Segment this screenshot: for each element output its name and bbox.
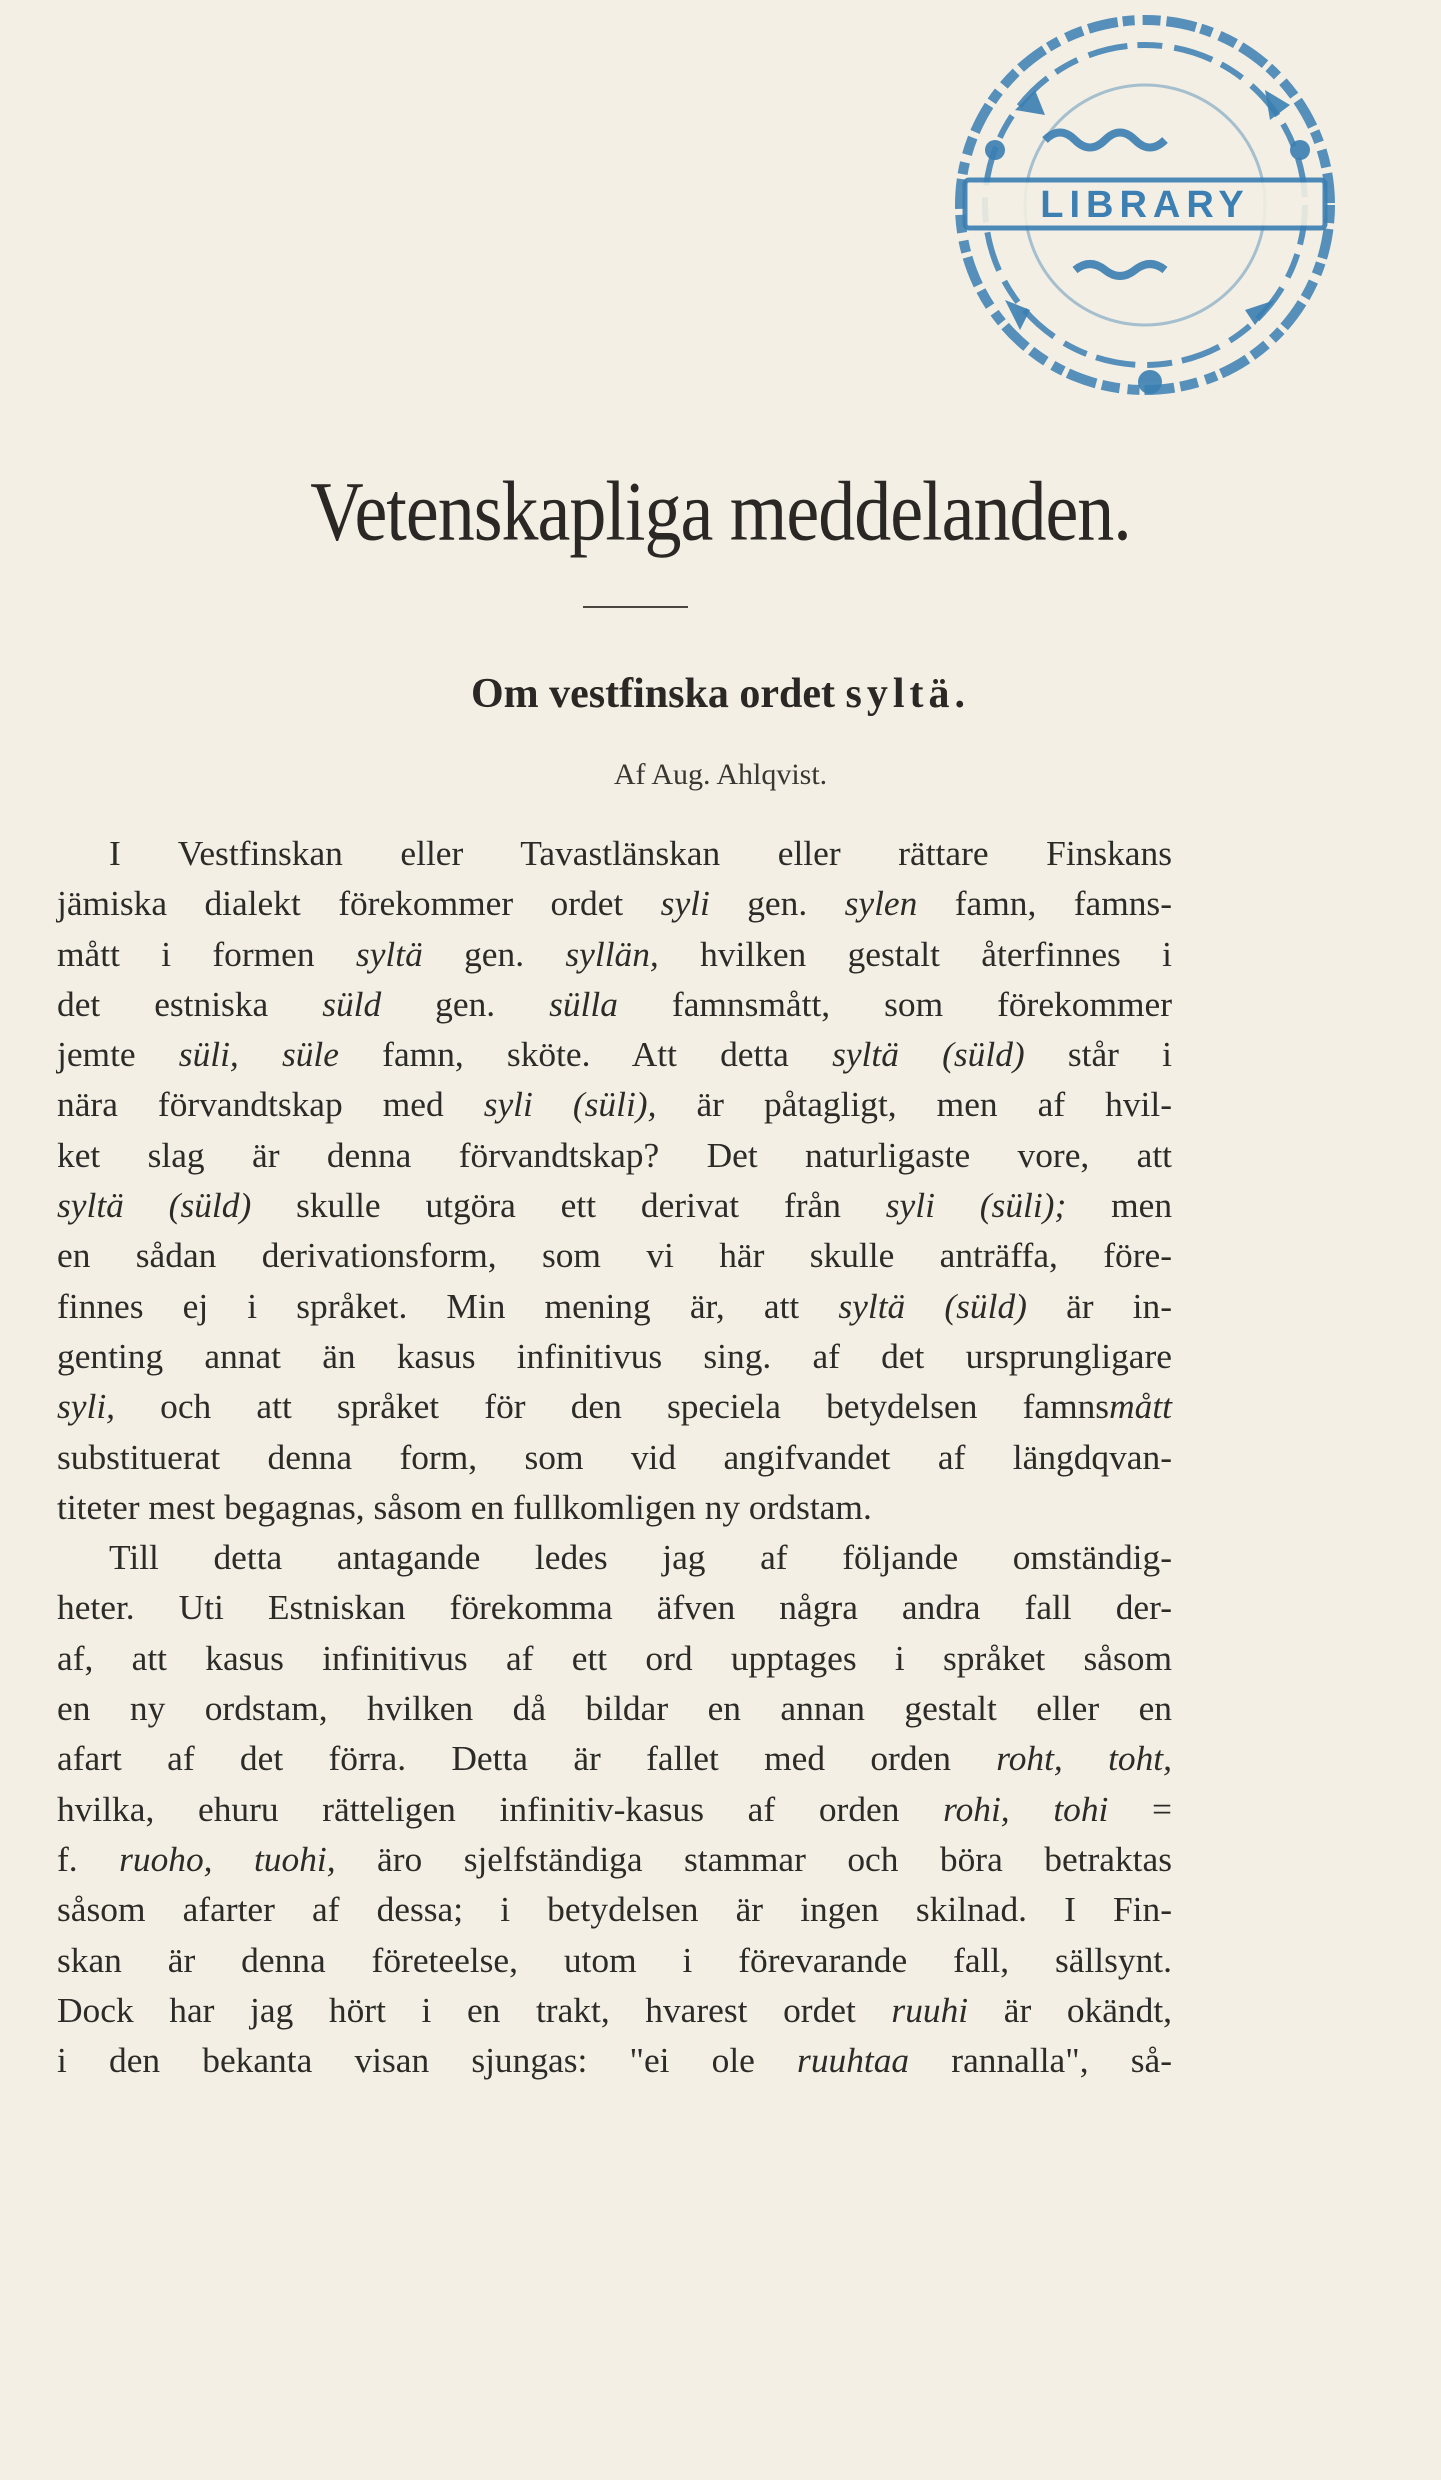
text-line: nära förvandtskap med syli (süli), är påtagligt, men af hvil- [57, 1084, 1173, 1125]
text-line: Till detta antagande ledes jag af följande omständig- [109, 1537, 1172, 1578]
text-line: hvilka, ehuru rätteligen infinitiv-kasus af orden rohi, tohi = [57, 1788, 1173, 1829]
text-line: af, att kasus infinitivus af ett ord upptages i språket såsom [57, 1637, 1172, 1678]
text-line: såsom afarter af dessa; i betydelsen är ingen skilnad. I Fin- [57, 1889, 1172, 1930]
text-line: I Vestfinskan eller Tavastlänskan eller rättare Finskans [109, 833, 1172, 873]
text-line: f. ruoho, tuohi, äro sjelfständiga stammar och böra betraktas [57, 1838, 1172, 1879]
text-line: syltä (süld) skulle utgöra ett derivat från syli (süli); men [57, 1185, 1173, 1226]
text-line: heter. Uti Estniskan förekomma äfven några andra fall der- [57, 1587, 1172, 1628]
text-line: genting annat än kasus infinitivus sing. af det ursprungligare [57, 1335, 1172, 1376]
article-title-lead: Om vestfinska ordet [471, 671, 835, 717]
text-line: skan är denna företeelse, utom i förevarande fall, sällsynt. [57, 1939, 1172, 1980]
text-line: Dock har jag hört i en trakt, hvarest ordet ruuhi är okändt, [57, 1989, 1173, 2030]
byline: Af Aug. Ahlqvist. [613, 758, 828, 791]
text-line: substituerat denna form, som vid angifvandet af längdqvan- [57, 1436, 1172, 1477]
text-line: jämiska dialekt förekommer ordet syli gen. sylen famn, famns- [57, 883, 1172, 924]
article-body [57, 828, 1172, 2085]
text-line: titeter mest begagnas, såsom en fullkomligen ny ordstam. [57, 1486, 872, 1527]
article-title [0, 670, 1441, 718]
divider [583, 606, 688, 608]
library-stamp-icon [925, 0, 1345, 420]
text-line: mått i formen syltä gen. syllän, hvilken gestalt återfinnes i [57, 933, 1172, 974]
text-line: det estniska süld gen. sülla famnsmått, som förekommer [57, 983, 1172, 1024]
text-line: ket slag är denna förvandtskap? Det naturligaste vore, att [57, 1134, 1172, 1175]
text-line: en ny ordstam, hvilken då bildar en annan gestalt eller en [57, 1688, 1172, 1729]
text-line: afart af det förra. Detta är fallet med orden roht, toht, [57, 1738, 1172, 1779]
text-line: en sådan derivationsform, som vi här skulle anträffa, före- [57, 1235, 1172, 1276]
text-line: jemte süli, süle famn, sköte. Att detta syltä (süld) står i [57, 1034, 1172, 1075]
page-title: Vetenskapliga meddelanden. [310, 464, 1131, 560]
text-line: i den bekanta visan sjungas: "ei ole ruuhtaa rannalla", så- [57, 2040, 1172, 2081]
text-line: syli, och att språket för den speciela betydelsen famnsmått [57, 1386, 1172, 1427]
library-stamp [925, 0, 1345, 420]
text-line: finnes ej i språket. Min mening är, att syltä (süld) är in- [57, 1285, 1172, 1326]
stamp-text: LIBRARY [1040, 184, 1250, 226]
article-title-word: syltä. [845, 671, 970, 717]
